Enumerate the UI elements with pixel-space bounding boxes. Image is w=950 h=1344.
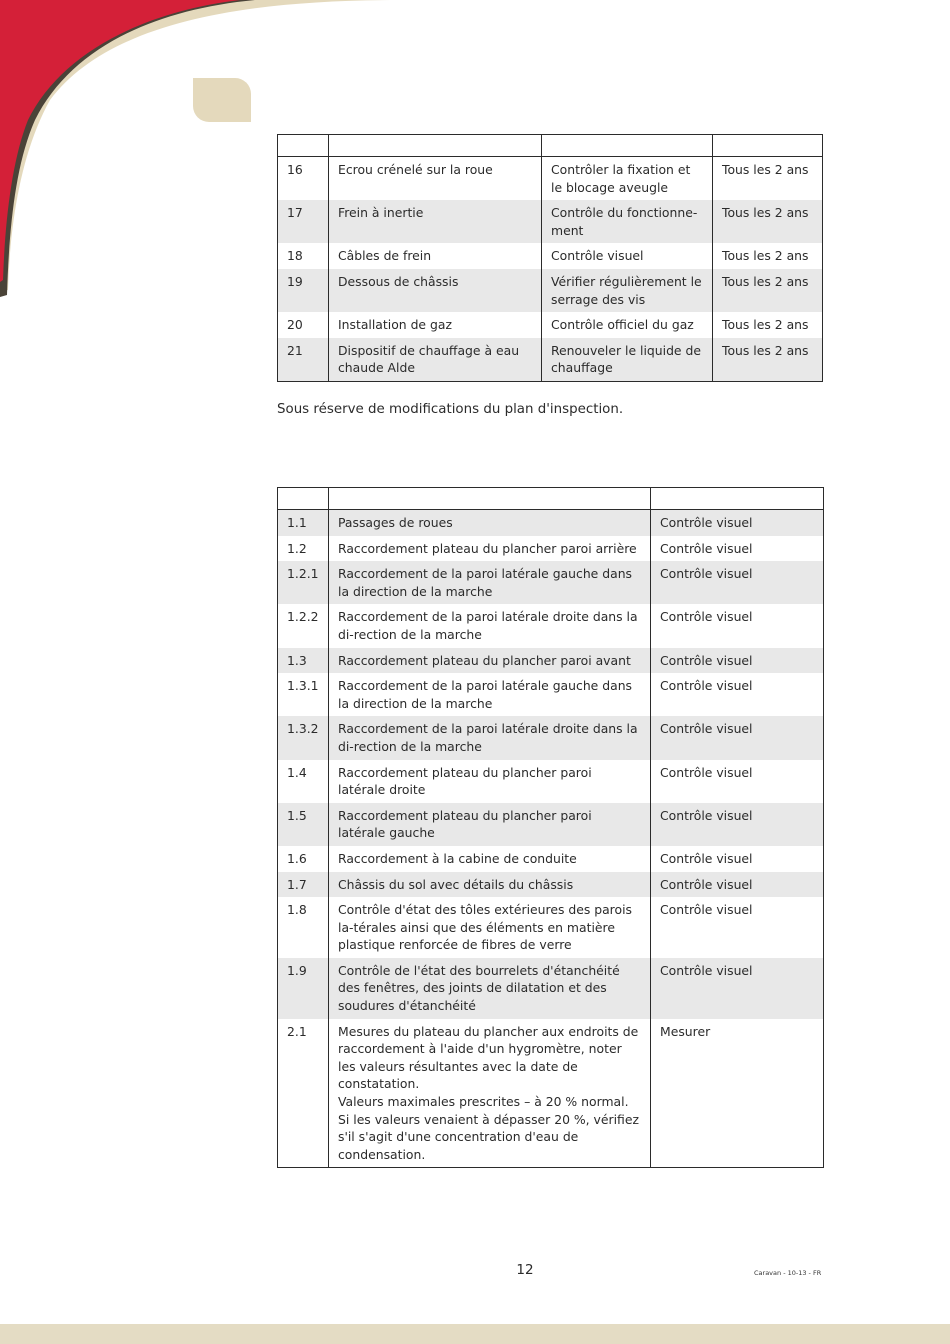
item-name: Dispositif de chauffage à eau chaude Alde <box>329 338 542 382</box>
item-name-line: Si les valeurs venaient à dépasser 20 %, vérifiez s'il s'agit d'une concentration d'eau de condensation. <box>338 1111 639 1162</box>
item-action: Contrôle visuel <box>651 897 824 958</box>
table-row <box>278 872 824 898</box>
item-interval: Tous les 2 ans <box>713 312 823 338</box>
item-name: Contrôle de l'état des bourrelets d'étanchéité des fenêtres, des joints de dilatation et des soudures d'étanchéité <box>329 958 651 1019</box>
table-row <box>278 536 824 562</box>
item-action: Contrôle visuel <box>651 760 824 803</box>
table-row <box>278 269 823 312</box>
item-number: 1.8 <box>287 902 307 918</box>
item-action: Contrôle visuel <box>651 648 824 674</box>
item-name: Raccordement à la cabine de conduite <box>329 846 651 872</box>
item-number: 1.2 <box>287 540 307 556</box>
item-action: Contrôle du fonctionne-ment <box>542 200 713 243</box>
item-name-line: Mesures du plateau du plancher aux endroits de raccordement à l'aide d'un hygromètre, noter les valeurs résultantes avec la date de constatation. <box>338 1023 639 1092</box>
table-header-row <box>278 135 823 157</box>
item-number: 1.4 <box>287 764 307 780</box>
inspection-table-2 <box>277 487 824 1168</box>
item-number: 1.2.2 <box>287 609 319 625</box>
table-row <box>278 604 824 647</box>
header-cell <box>542 135 713 157</box>
table-row <box>278 312 823 338</box>
footer-band <box>0 1324 950 1344</box>
item-number: 1.2.1 <box>278 561 329 604</box>
table-row <box>278 1019 824 1168</box>
item-name: Raccordement plateau du plancher paroi arrière <box>329 536 651 562</box>
item-action: Contrôle visuel <box>651 604 824 647</box>
item-name: Raccordement plateau du plancher paroi avant <box>329 648 651 674</box>
item-number: 1.7 <box>278 872 329 898</box>
item-action: Renouveler le liquide de chauffage <box>542 338 713 382</box>
header-cell <box>329 135 542 157</box>
item-number: 2.1 <box>287 1023 307 1039</box>
item-action: Contrôle officiel du gaz <box>542 312 713 338</box>
table-row <box>278 716 824 759</box>
item-action: Contrôle visuel <box>542 243 713 269</box>
table-row <box>278 510 824 536</box>
table-row <box>278 561 824 604</box>
item-action: Contrôle visuel <box>651 536 824 562</box>
table-row <box>278 803 824 846</box>
item-number: 1.3.1 <box>287 678 319 694</box>
table-row <box>278 897 824 958</box>
item-name <box>329 1019 651 1168</box>
item-name: Installation de gaz <box>329 312 542 338</box>
item-number: 1.3.2 <box>278 716 329 759</box>
item-interval: Tous les 2 ans <box>713 243 823 269</box>
item-interval: Tous les 2 ans <box>713 269 823 312</box>
item-number: 17 <box>278 200 329 243</box>
table-row <box>278 157 823 201</box>
header-cell <box>713 135 823 157</box>
item-action: Contrôle visuel <box>651 673 824 716</box>
item-interval: Tous les 2 ans <box>713 338 823 382</box>
item-name: Ecrou crénelé sur la roue <box>329 157 542 201</box>
item-number: 18 <box>287 248 303 264</box>
item-name: Passages de roues <box>329 510 651 536</box>
item-number: 1.9 <box>278 958 329 1019</box>
table-row <box>278 673 824 716</box>
item-action: Mesurer <box>651 1019 824 1168</box>
header-cell <box>329 488 651 510</box>
item-action: Contrôle visuel <box>651 716 824 759</box>
item-number: 1.3 <box>278 648 329 674</box>
item-number: 21 <box>278 338 329 382</box>
item-number: 1.1 <box>278 510 329 536</box>
document-code: Caravan - 10-13 - FR <box>754 1269 822 1277</box>
page-number: 12 <box>516 1262 534 1278</box>
header-cell <box>651 488 824 510</box>
table-row <box>278 243 823 269</box>
item-interval: Tous les 2 ans <box>713 157 823 201</box>
item-number: 1.5 <box>278 803 329 846</box>
item-number: 20 <box>287 317 303 333</box>
item-name: Châssis du sol avec détails du châssis <box>329 872 651 898</box>
item-name: Dessous de châssis <box>329 269 542 312</box>
header-cell <box>278 135 329 157</box>
item-name: Raccordement de la paroi latérale gauche dans la direction de la marche <box>329 561 651 604</box>
item-name: Frein à inertie <box>329 200 542 243</box>
table-row <box>278 338 823 382</box>
item-interval: Tous les 2 ans <box>713 200 823 243</box>
item-name: Raccordement plateau du plancher paroi latérale gauche <box>329 803 651 846</box>
item-action: Contrôle visuel <box>651 872 824 898</box>
table-row <box>278 200 823 243</box>
item-name: Raccordement de la paroi latérale gauche dans la direction de la marche <box>329 673 651 716</box>
item-name-line: Valeurs maximales prescrites – à 20 % normal. <box>338 1094 629 1110</box>
header-cell <box>278 488 329 510</box>
section-tab-block <box>193 78 251 122</box>
item-action: Contrôle visuel <box>651 958 824 1019</box>
item-action: Contrôler la fixation et le blocage aveugle <box>542 157 713 201</box>
table-header-row <box>278 488 824 510</box>
item-action: Contrôle visuel <box>651 510 824 536</box>
table-row <box>278 760 824 803</box>
item-name: Câbles de frein <box>329 243 542 269</box>
item-action: Vérifier régulièrement le serrage des vis <box>542 269 713 312</box>
inspection-table-1 <box>277 134 823 382</box>
table-row <box>278 846 824 872</box>
item-name: Contrôle d'état des tôles extérieures des parois la-térales ainsi que des éléments en matière plastique renforcée de fibres de verre <box>329 897 651 958</box>
table-row <box>278 958 824 1019</box>
item-action: Contrôle visuel <box>651 803 824 846</box>
item-number: 1.6 <box>287 850 307 866</box>
item-name: Raccordement de la paroi latérale droite dans la di-rection de la marche <box>329 604 651 647</box>
item-action: Contrôle visuel <box>651 561 824 604</box>
item-number: 19 <box>278 269 329 312</box>
item-action: Contrôle visuel <box>651 846 824 872</box>
item-number: 16 <box>287 162 303 177</box>
item-name: Raccordement plateau du plancher paroi latérale droite <box>329 760 651 803</box>
table-row <box>278 648 824 674</box>
item-name: Raccordement de la paroi latérale droite dans la di-rection de la marche <box>329 716 651 759</box>
inspection-plan-note: Sous réserve de modifications du plan d'inspection. <box>277 402 624 417</box>
